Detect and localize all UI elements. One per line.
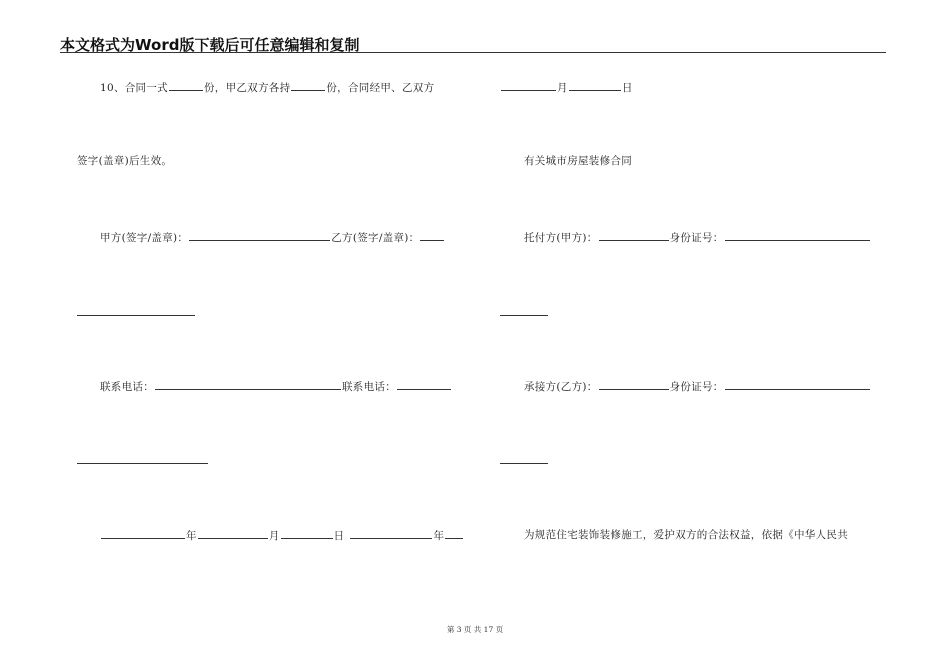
party-a-phone-label: 联系电话：: [100, 381, 154, 393]
party-a-phone-blank: [155, 379, 341, 390]
signature-continuation-rule: [77, 315, 195, 316]
contractor-line: [524, 379, 871, 394]
date-line: [100, 528, 464, 543]
copies-each-blank: [291, 80, 325, 91]
month-blank: [198, 528, 268, 539]
client-id-blank: [725, 230, 870, 241]
right-day-blank: [569, 80, 621, 91]
client-continuation-rule: [500, 315, 548, 316]
right-day-label: 日: [621, 82, 633, 94]
month-label: 月: [268, 530, 280, 542]
party-b-phone-blank: [397, 379, 451, 390]
year-blank-a: [101, 528, 185, 539]
copies-text-a: 10、合同一式: [100, 82, 168, 94]
right-month-blank: [501, 80, 556, 91]
party-b-sign-label: 乙方(签字/盖章)：: [331, 232, 420, 244]
party-b-phone-label: 联系电话：: [342, 381, 396, 393]
year-label-b: 年: [433, 530, 445, 542]
phone-continuation-rule: [77, 463, 208, 464]
client-label: 托付方(甲方)：: [524, 232, 598, 244]
contractor-id-label: 身份证号：: [669, 381, 724, 393]
right-date-line: [500, 80, 633, 95]
client-line: [524, 230, 871, 245]
contractor-name-blank: [599, 379, 669, 390]
copies-text-c: 份，合同经甲、乙双方: [326, 82, 435, 94]
header-divider: [60, 52, 886, 53]
page-number: 第 3 页 共 17 页: [446, 625, 504, 634]
client-name-blank: [599, 230, 669, 241]
contract-title: 有关城市房屋装修合同: [524, 155, 632, 167]
party-a-sign-label: 甲方(签字/盖章)：: [100, 232, 189, 244]
signature-line: [100, 230, 445, 245]
copies-text-b: 份，甲乙双方各持: [203, 82, 291, 94]
year-blank-b: [350, 528, 432, 539]
party-b-sign-blank: [420, 230, 444, 241]
copies-total-blank: [169, 80, 203, 91]
contractor-continuation-rule: [500, 463, 548, 464]
year-label-a: 年: [186, 530, 197, 542]
contractor-id-blank: [725, 379, 870, 390]
contract-copies-line: [100, 80, 434, 95]
effective-line: 签字(盖章)后生效。: [77, 155, 173, 167]
year-tail-blank: [445, 528, 463, 539]
right-month-label: 月: [557, 82, 568, 94]
day-blank: [281, 528, 333, 539]
document-header-title: 本文格式为Word版下载后可任意编辑和复制: [60, 36, 360, 54]
party-a-sign-blank: [189, 230, 330, 241]
day-label: 日: [333, 530, 345, 542]
preamble-line: 为规范住宅装饰装修施工，爱护双方的合法权益，依据《中华人民共: [524, 529, 848, 541]
client-id-label: 身份证号：: [669, 232, 724, 244]
contractor-label: 承接方(乙方)：: [524, 381, 598, 393]
phone-line: [100, 379, 452, 394]
